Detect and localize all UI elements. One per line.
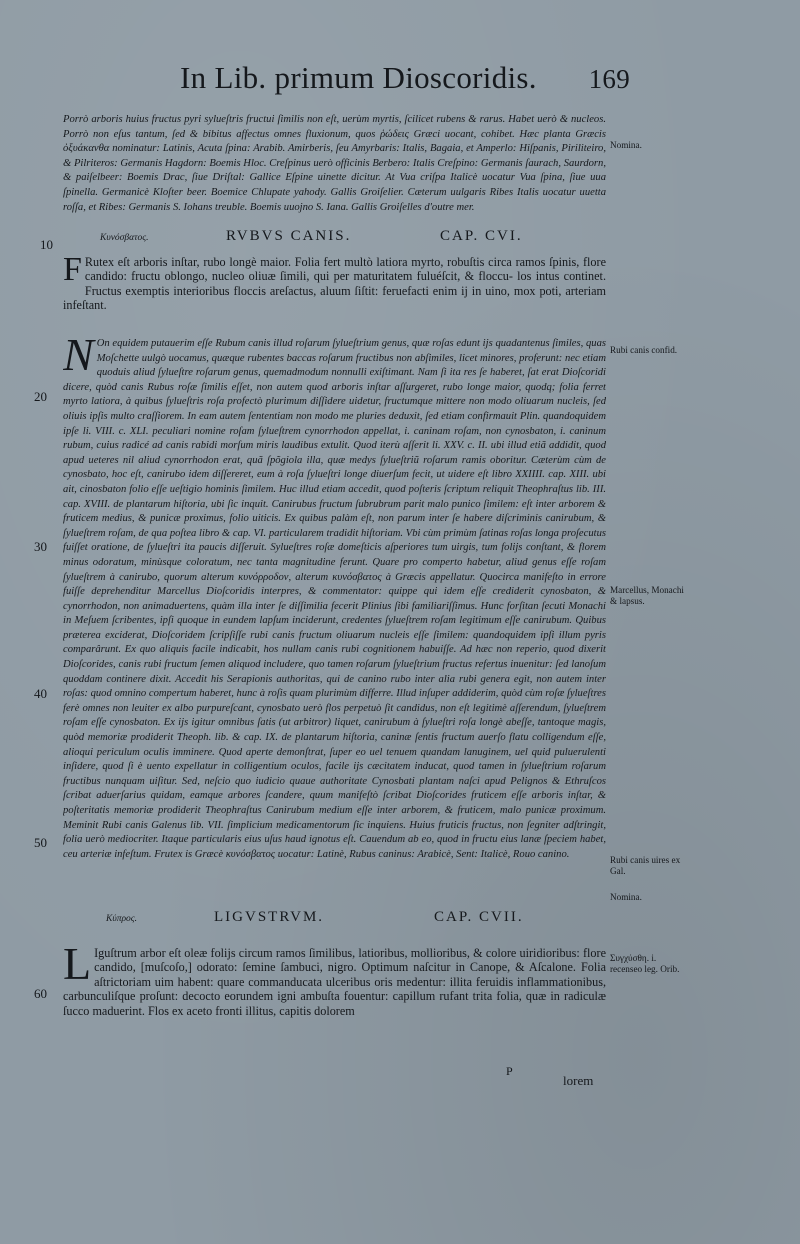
chapter-greek-name: Κυνόσβατος.	[100, 233, 149, 243]
margin-note: Rubi canis confid.	[610, 345, 678, 355]
chapter-body: Iguſtrum arbor eſt oleæ folijs circum ramos ſimilibus, latioribus, mollioribus, & colore uiridioribus: flore candido, [muſcoſo,] odorato: ſemine ſambuci, nigro. Optimum naſcitur in Canope, & Aſcalone. Folia aſtrictoriam uim habent: quare commanducata ulceribus oris medentur: illita feruidis inflammationibus, carbunculiſque proſunt: decocto eorundem igni ambuſta fouentur: capillum rufant trita folia, quæ in radiculæ ſucco maduerint. Flos ex aceto fronti illitus, capitis dolorem	[63, 946, 606, 1018]
margin-note: Nomina.	[610, 892, 642, 902]
chapter-number: CAP. CVI.	[440, 228, 523, 244]
running-head	[180, 58, 630, 104]
line-number: 40	[34, 686, 47, 701]
signature-mark: P	[506, 1064, 513, 1078]
margin-note: Συγχύσθη. i. recenseo leg. Orib.	[610, 953, 680, 974]
chapter-number: CAP. CVII.	[434, 909, 524, 925]
chapter-title: LIGVSTRVM.	[214, 909, 325, 925]
drop-cap: F	[63, 255, 82, 288]
line-number: 10	[40, 237, 53, 252]
running-head-title: In Lib. primum Dioscoridis.	[180, 60, 537, 95]
drop-cap: N	[63, 337, 94, 380]
chapter-heading-ligustrum	[106, 909, 586, 931]
line-number: 60	[34, 986, 47, 1001]
drop-cap: L	[63, 946, 92, 989]
chapter-greek-name: Κύπρος.	[106, 914, 137, 924]
commentary-body: On equidem putauerim eſſe Rubum canis illud roſarum ſylueſtrium genus, quæ roſas edunt ijs quadantenus ſimiles, quas Moſchette uulgò uocamus, quæque rubentes baccas roſarum fructibus non abſimiles, licet minores, proferunt: nec etiam quoduis aliud ſylueſtre roſarum genus, quemadmodum nonnulli exiſtimant. Nam ſi ita res ſe haberet, ſat erat Dioſcoridi dicere, quòd canis Rubus roſæ ſimilis eſſet, non autem quod arboris inſtar aſſurgeret, rubo longe maior, quodq; folia ferret myrto latiora, à quibus ſylueſtris roſa profectò plurimum diſſidere uidetur, fructumque mittere non modo oliuarum nucleis, ſed oliuis ipſis multo craſſiorem. In eam autem ſententiam non modo me pluries deduxit, ſed etiam confirmauit Plin. quandoquidem ipſe li. VIII. c. XLI. peculiari nomine roſam ſylueſtrem cynorrhodon appellat, i. caninam roſam, non cynosbaton, i. caninum rubum, cuius radicé ad canis rabidi morſum miris laudibus extulit. Quod iterù aſſerit li. XXV. c. II. ubi illud etiã addidit, quod apud ueteres nil aliud cynorrhodon erat, quã ſpõgiola illa, quæ medys ſylueſtriũ roſarum ramis oboritur. Cæterùm cùm de cynosbato, hoc eſt, canirubo idem diſſereret, eum à roſa ſylueſtri longe diuerſum fecit, ut uidere eſt libro XXIIII. cap. XIII. ubi ait, cinosbaton folio eſſe ueſtigio hominis ſimilem. Huc illud etiam accedit, quod poſteris ſcriptum reliquit Theophraſtus lib. III. cap. XVIII. de plantarum hiſtoria, ubi ſic inquit. Canirubus fructum ſubrubrum parit malo punico ſimilem: eſt inter arborem & fruticem medius, & punicæ proximus, folio uiticis. Ex quibus palàm eſt, non parum inter ſe habere diſcriminis canirubum, & ſylueſtrem roſam, de qua poſtea libro & cap. VI. particularem tradidit hiſtoriam. Vbi cùm primùm ſatinas roſas longa proſecutus fuiſſet oratione, de ſylueſtri ita paucis diſſeruit. Sylueſtres roſæ domeſticis aſperiores tum uirgis, tum folijs conſtant, & florem minus odoratum, minùsque coloratum, nec tanta magnitudine ferunt. Quare pro comperto habetur, aliud genus eſſe roſam ſylueſtrem à canirubo, quorum alterum κυνόρροδον, alterum κυνόσβατος à Græcis appellatur. Quocirca manifeſto in errore fuiſſe deprehenditur Marcellus Dioſcoridis interpres, & commentator: quippe qui idem eſſe crediderit cynosbaton, & cynorrhodon, non animaduertens, quàm illa inter ſe diſſimilia fecerit Plinius ſibi familiariſſimus. Hunc forſitan ſecuti Monachi in Meſuem ſcribentes, ipſi quoque in eundem lapſum inciderunt, credentes ſylueſtrem roſam legitimum eſſe canirubum. Quibus præterea exciderat, Dioſcoridem ſcripſiſſe rubi canis fructum oliuarum nucleis eſſe ſimilem: quandoquidem ipſi illum pyris comparârunt. Ex quo aliquis facile indicabit, hos nullam canis rubi cognitionem habuiſſe. Ad hæc non reperio, quod dixerit Dioſcorides, canis rubi fructum ſemen aliquod includere, quo tamen roſarum ſylueſtrium fructus refertus inuenitur: ſed lanoſum quoddam continere dixit. Accedit his Serapionis authoritas, qui de canino rubo inter alia rubi genera egit, non autem inter roſas: quod omnino compertum haberet, hunc à roſis quam plurimùm differre. Illud inſuper addiderim, quòd cùm roſæ ſylueſtres ferè omnes non leuiter ex albo purpureſcant, cynosbato uerò flos perpetuò ſit candidus, non eſt legitimè aſſerendum, ſylueſtrem roſam eſſe cynosbaton. Ex ijs igitur omnibus ſatis (ut arbitror) liquet, canirubum à ſylueſtri roſa longè abeſſe, tantoque magis, quòd memoriæ prodiderit Theoph. lib. & cap. IX. de plantarum hiſtoria, caninæ ſentis fructum auerſo flatu colligendum eſſe, alioqui periculum oculis imminere. Quod aperte demonſtrat, ſuper eo uel tenuem quandam lanuginem, uel quid puluerulenti inſidere, quod ſi è uento expellatur in colligentium oculos, facile ijs cæcitatem inducat, quod tamen in ſylueſtrium roſarum fructibus nunquam uiſitur. Sed, neſcio quo iudicio quaue authoritate Cynosbati plantam naſci apud Pelignos & Ethruſcos ſcribat aduerſarius quidam, eamque arbores ſcandere, quum manifeſtò ſcribat Dioſcorides fruticem eſſe arboris inſtar, & poſteritatis memoriæ prodiderit Theophraſtus Canirubum medium eſſe inter arborem, & fruticem, malo punicæ proximum. Meminit Rubi canis Galenus lib. VII. ſimplicium medicamentorum ſic inquiens. Huius fruticis fructus, non ſegniter adſtringit, folia uerò mediocriter. Itaque particularis eius uſus haud ignotus eſt. Cauendum ab eo, quod in fructu eius lanæ ſpeciem habet, ceu arteriæ infeſtum. Frutex is Græcè κυνόσβατος uocatur: Latinè, Rubus caninus: Arabicè, Sent: Italicè, Rouo canino.	[63, 338, 606, 860]
catchword: lorem	[563, 1073, 594, 1088]
commentary-rubus	[63, 337, 606, 905]
line-number: 50	[34, 835, 47, 850]
margin-note: Marcellus, Monachi & lapsus.	[610, 585, 684, 606]
line-number: 30	[34, 539, 47, 554]
chapter-text-ligustrum	[63, 946, 606, 1056]
line-number: 20	[34, 389, 47, 404]
margin-note: Nomina.	[610, 140, 642, 150]
page-number: 169	[588, 64, 630, 94]
margin-note: Rubi canis uires ex Gal.	[610, 855, 681, 876]
chapter-body: Rutex eſt arboris inſtar, rubo longè maior. Folia fert multò latiora myrto, robuſtis circa ramos ſpinis, flore candido: fructu oblongo, nucleo oliuæ ſimili, qui per maturitatem fuluéſcit, & floccu- los intus continet. Fructus exemptis interioribus floccis areſactus, aluum ſiſtit: feruefacti enim ij in uino, mox poti, arteriam infeſtant.	[63, 255, 606, 313]
intro-paragraph: Porrò arboris huius fructus pyri sylueſtris fructui ſimilis non eſt, uerùm myrtis, ſcilicet rubens & rarus. Habet uerò & nucleos. Porrò non eſus tantum, ſed & bibitus affectus omnes fluxionum, quos ῥώδεις Græci uocant, cohibet. Hæc planta Græcis ὀξυάκανθα nominatur: Latinis, Acuta ſpina: Arabib. Amirberis, ſeu Amyrbaris: Italis, Bagaia, et Amperlo: Hiſpanis, Piriliteiro, & Pilriteros: Germanis Hagdorn: Boemis Hloc. Creſpinus uerò officinis Berbero: Italis Creſpino: Germanis ſaurach, Saurdorn, & paiſelbeer: Boemis Drac, ſiue Driſtal: Gallice Eſpine uinette dicitur. At Vua criſpa Italicè uocatur Vua ſpina, ſiue uua ſpinella. Germanicè Kloſter beer. Boemice Chlupate yahody. Gallis Groiſelier. Cæterum uulgaris Ribes Italis uocatur uuetta roſſa, et Ribes: Germanis S. Iohans treuble. Boemis uuojno S. Iana. Gallis Groiſelles d'outre mer.	[63, 114, 606, 213]
chapter-title: RVBVS CANIS.	[226, 228, 352, 244]
chapter-text-rubus	[63, 255, 606, 321]
chapter-heading-rubus	[100, 228, 580, 250]
